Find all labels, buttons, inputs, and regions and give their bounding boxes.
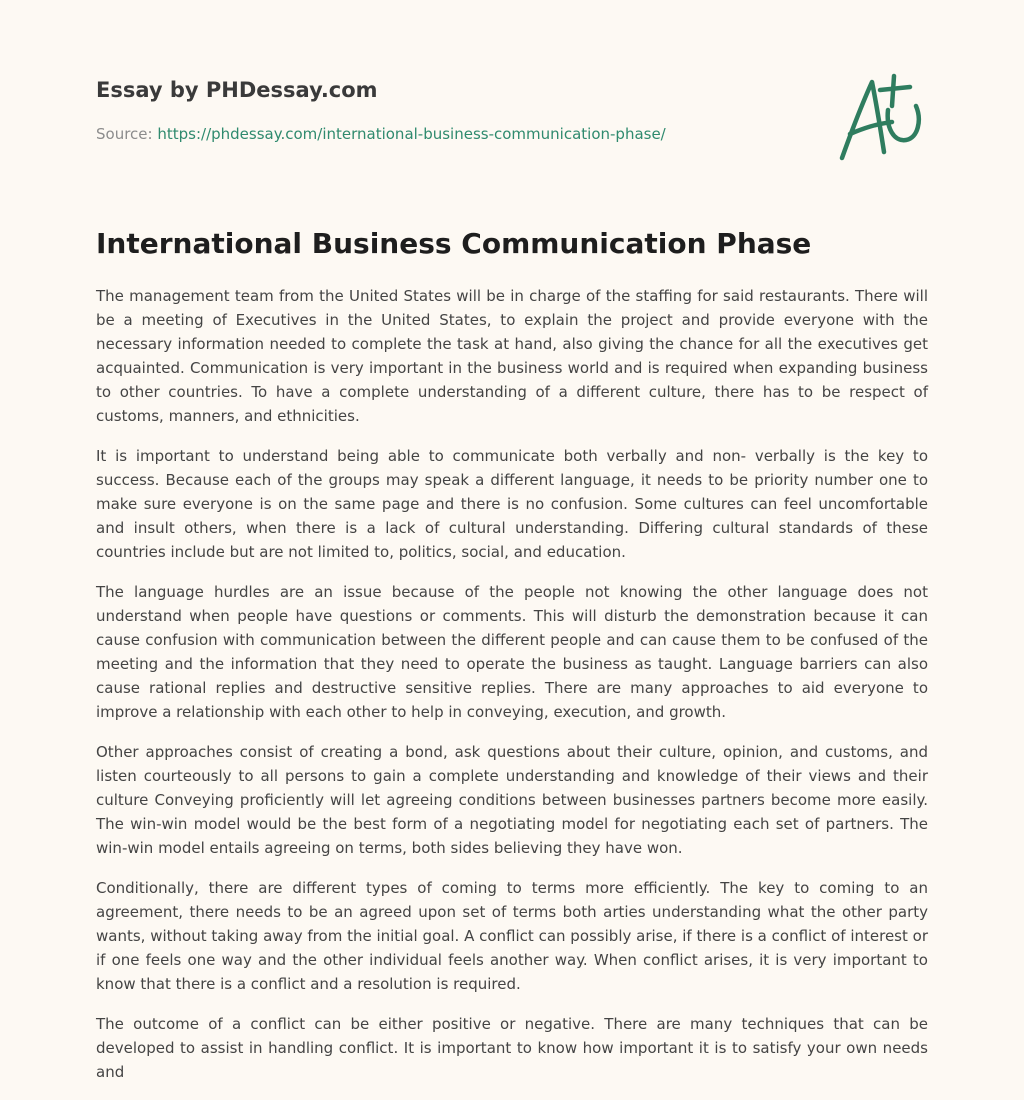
- source-line: [96, 124, 666, 144]
- essay-paragraph: The management team from the United States will be in charge of the staffing for said restaurants. There will be a meeting of Executives in the United States, to explain the project and provide everyone with the necessary information needed to complete the task at hand, also giving the chance for all the executives get acquainted. Communication is very important in the business world and is required when expanding business to other countries. To have a complete understanding of a different culture, there has to be respect of customs, manners, and ethnicities.: [96, 287, 928, 425]
- brand-title: Essay by PHDessay.com: [96, 78, 378, 102]
- essay-paragraph: It is important to understand being able to communicate both verbally and non- verbally is the key to success. Because each of the groups may speak a different language, it needs to be priority number one to make sure everyone is on the same page and there is no confusion. Some cultures can feel uncomfortable and insult others, when there is a lack of cultural understanding. Differing cultural standards of these countries include but are not limited to, politics, social, and education.: [96, 447, 928, 561]
- essay-paragraph: The language hurdles are an issue because of the people not knowing the other language does not understand when people have questions or comments. This will disturb the demonstration because it can cause confusion with communication between the different people and can cause them to be confused of the meeting and the information that they need to operate the business as taught. Language barriers can also cause rational replies and destructive sensitive replies. There are many approaches to aid everyone to improve a relationship with each other to help in conveying, execution, and growth.: [96, 583, 928, 721]
- essay-paragraph: Conditionally, there are different types of coming to terms more efficiently. The key to coming to an agreement, there needs to be an agreed upon set of terms both arties understanding what the other party wants, without taking away from the initial goal. A conflict can possibly arise, if there is a conflict of interest or if one feels one way and the other individual feels another way. When conflict arises, it is very important to know that there is a conflict and a resolution is required.: [96, 879, 928, 993]
- source-link[interactable]: https://phdessay.com/international-business-communication-phase/: [157, 125, 666, 143]
- essay-body: [96, 284, 928, 1100]
- essay-title: International Business Communication Phase: [96, 227, 812, 260]
- essay-header: [96, 76, 928, 176]
- essay-paragraph: The outcome of a conflict can be either positive or negative. There are many techniques that can be developed to assist in handling conflict. It is important to know how important it is to satisfy your own needs and: [96, 1015, 928, 1081]
- source-label: Source:: [96, 125, 153, 143]
- essay-paragraph: Other approaches consist of creating a bond, ask questions about their culture, opinion, and customs, and listen courteously to all persons to gain a complete understanding and knowledge of their views and their culture Conveying proficiently will let agreeing conditions between businesses partners become more easily. The win-win model would be the best form of a negotiating model for negotiating each set of partners. The win-win model entails agreeing on terms, both sides believing they have won.: [96, 743, 928, 857]
- a-plus-grade-icon: [828, 68, 928, 164]
